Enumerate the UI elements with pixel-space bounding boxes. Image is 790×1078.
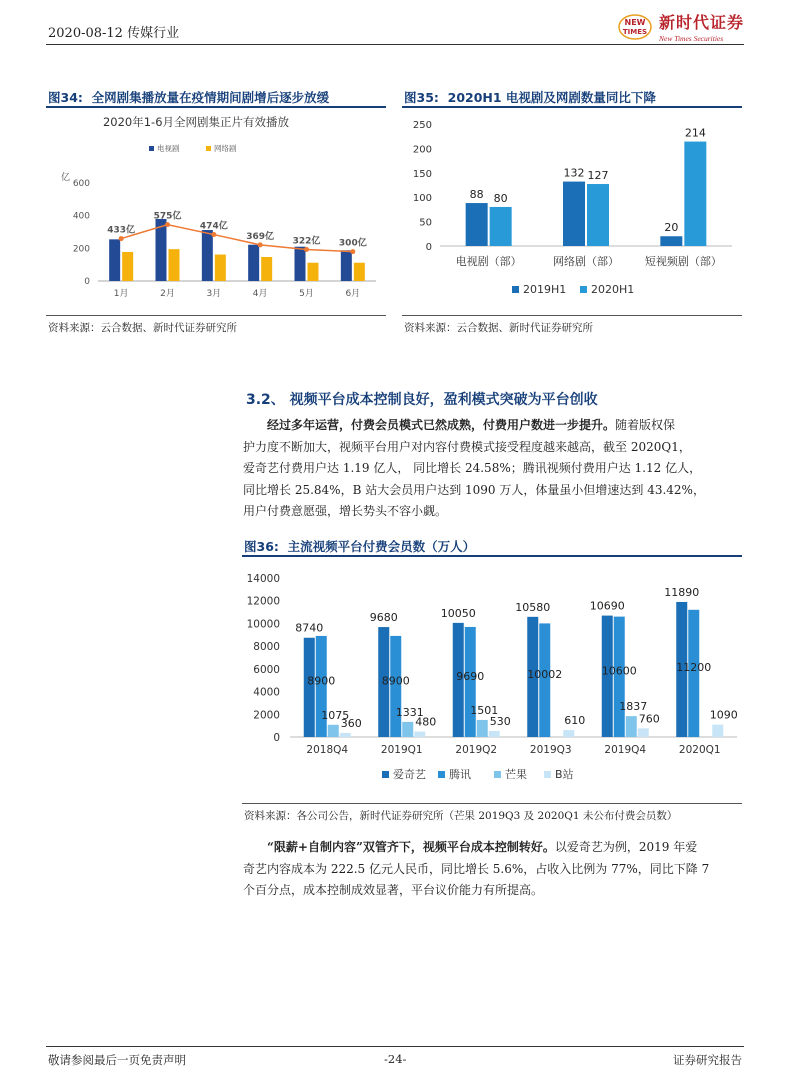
fig34-total-point	[258, 242, 263, 247]
fig36-title-rule	[242, 555, 742, 557]
fig36-bar	[712, 725, 723, 737]
fig36-value-label: 9680	[369, 611, 398, 625]
para2-line-1: “限薪+自制内容”双管齐下，视频平台成本控制转好。以爱奇艺为例，2019 年爱	[267, 840, 698, 854]
fig36-value-label: 10580	[515, 600, 551, 614]
fig34-xtick: 6月	[345, 289, 361, 299]
fig36-label: 图36:	[244, 539, 279, 554]
fig36-value-label: 8900	[307, 674, 336, 688]
fig34-total-label: 575亿	[153, 211, 182, 222]
fig36-ytick: 4000	[253, 686, 280, 699]
fig36-value-label: 1501	[470, 703, 499, 717]
fig34-bar-tv	[202, 230, 213, 281]
fig36-value-label: 1090	[709, 708, 738, 722]
fig36-bar	[626, 716, 637, 737]
fig34-bar-web	[169, 249, 180, 281]
fig36-value-label: 480	[415, 715, 437, 729]
fig34-title	[48, 88, 329, 106]
fig36-ytick: 0	[273, 732, 280, 744]
fig35-legend-2: 2020H1	[591, 283, 635, 296]
fig34-bar-web	[215, 255, 226, 281]
fig35-ytick: 100	[412, 193, 432, 205]
footer-page-number: -24-	[384, 1052, 407, 1066]
fig35-label: 图35:	[404, 90, 439, 105]
fig34-label: 图34:	[48, 90, 83, 105]
fig35-chart	[402, 108, 742, 313]
fig34-total-point	[119, 236, 124, 241]
para2-bold: “限薪+自制内容”双管齐下，视频平台成本控制转好。	[267, 840, 555, 854]
para1-bold: 经过多年运营，付费会员模式已然成熟，付费用户数进一步提升。	[267, 418, 616, 432]
fig34-ytick: 600	[72, 179, 90, 189]
fig36-ytick: 10000	[246, 618, 280, 631]
fig34-bar-tv	[109, 239, 120, 281]
fig35-bar	[684, 142, 706, 246]
para2-line-3: 个百分点，成本控制成效显著，平台议价能力有所提高。	[243, 883, 544, 897]
fig36-xtick: 2019Q3	[529, 744, 572, 756]
fig35-bar	[563, 182, 585, 246]
fig36-value-label: 11200	[676, 660, 712, 674]
fig35-xtick: 短视频剧（部）	[644, 255, 722, 268]
footer-report-type: 证券研究报告	[673, 1053, 742, 1067]
para1-line-1: 经过多年运营，付费会员模式已然成熟，付费用户数进一步提升。随着版权保	[267, 418, 676, 432]
fig35-source-rule	[402, 315, 742, 316]
logo-emblem-icon	[617, 13, 653, 41]
fig35-bar	[490, 207, 512, 246]
fig36-ytick: 2000	[253, 709, 280, 722]
footer-rule	[46, 1046, 744, 1047]
section-title: 3.2、 视频平台成本控制良好，盈利模式突破为平台创收	[246, 392, 598, 408]
fig36-value-label: 360	[340, 716, 362, 730]
fig34-legend-tv: 电视剧	[157, 144, 180, 153]
fig34-xtick: 2月	[160, 289, 175, 299]
fig36-source: 资料来源：各公司公告，新时代证券研究所（芒果 2019Q3 及 2020Q1 未公布付费会员数）	[244, 810, 678, 822]
fig36-xtick: 2019Q2	[455, 744, 498, 756]
fig34-ytick: 200	[72, 244, 90, 255]
fig35-title-text: 2020H1 电视剧及网剧数量同比下降	[447, 90, 656, 105]
fig36-bar	[402, 722, 413, 737]
fig36-legend-swatch	[544, 771, 551, 778]
fig35-title	[404, 88, 656, 106]
fig36-value-label: 10002	[527, 667, 563, 681]
fig35-bar	[587, 184, 609, 246]
fig34-total-label: 300亿	[338, 238, 367, 249]
fig36-legend-swatch	[494, 771, 501, 778]
fig35-value-label: 88	[469, 188, 484, 202]
para1-line-3: 爱奇艺付费用户达 1.19 亿人， 同比增长 24.58%；腾讯视频付费用户达 1.12 亿人，	[243, 461, 702, 475]
fig36-legend-swatch	[382, 771, 389, 778]
fig34-legend-swatch-web	[206, 146, 211, 151]
fig36-value-label: 10600	[601, 664, 637, 678]
fig35-legend-swatch-2	[580, 286, 587, 293]
paragraph-2	[243, 837, 741, 902]
fig36-value-label: 760	[638, 712, 660, 726]
fig34-y-unit: 亿	[61, 173, 71, 183]
fig36-value-label: 1331	[395, 705, 424, 719]
para1-line-4: 同比增长 25.84%，B 站大会员用户达到 1090 万人，体量虽小但增速达到 43.42%，	[243, 482, 705, 497]
fig34-source-rule	[46, 315, 386, 316]
fig34-bar-web	[354, 263, 365, 281]
fig36-legend-label: B站	[555, 768, 574, 781]
fig35-ytick: 0	[425, 242, 432, 253]
fig34-total-point	[304, 247, 309, 252]
fig36-bar	[638, 728, 649, 737]
fig36-legend-swatch	[438, 771, 445, 778]
fig36-value-label: 610	[564, 714, 586, 728]
fig36-ytick: 14000	[246, 573, 280, 585]
fig36-value-label: 10690	[589, 599, 625, 613]
fig35-bar	[466, 203, 488, 246]
logo-emblem-line-2: TIMES	[622, 27, 648, 36]
header-date-industry: 2020-08-12 传媒行业	[48, 26, 180, 41]
fig36-legend-label: 芒果	[505, 768, 527, 781]
fig36-bar	[328, 725, 339, 737]
fig36-xtick: 2019Q1	[380, 744, 423, 756]
fig36-value-label: 8740	[295, 621, 324, 635]
fig34-total-point	[350, 249, 355, 254]
fig36-value-label: 8900	[381, 674, 410, 688]
fig35-ytick: 200	[412, 144, 432, 156]
fig34-total-label: 322亿	[292, 236, 321, 247]
fig34-total-label: 474亿	[199, 221, 228, 232]
fig35-legend-1: 2019H1	[523, 283, 567, 296]
fig35-value-label: 214	[684, 126, 706, 140]
para1-line-2: 护力度不断加大，视频平台用户对内容付费模式接受程度越来越高，截至 2020Q1，	[243, 439, 691, 454]
fig34-chart-title: 2020年1-6月全网剧集正片有效播放	[102, 115, 290, 129]
fig36-bar	[414, 732, 425, 737]
fig34-total-label: 433亿	[107, 225, 136, 236]
fig34-legend-web: 网络剧	[214, 144, 237, 153]
fig36-bar	[489, 731, 500, 737]
fig34-bar-web	[261, 257, 272, 281]
fig36-value-label: 1837	[619, 700, 648, 714]
fig35-xtick: 电视剧（部）	[455, 255, 522, 268]
company-logo	[617, 10, 744, 43]
fig35-legend-swatch-1	[512, 286, 519, 293]
fig34-ytick: 400	[72, 211, 90, 222]
fig34-total-label: 369亿	[246, 231, 275, 242]
fig34-xtick: 5月	[299, 289, 314, 299]
fig36-value-label: 11890	[664, 585, 700, 599]
fig34-source: 资料来源：云合数据、新时代证券研究所	[48, 322, 237, 334]
fig36-ytick: 12000	[246, 595, 280, 608]
fig35-value-label: 132	[563, 166, 585, 180]
fig36-value-label: 10050	[440, 606, 476, 620]
fig36-legend-label: 腾讯	[449, 768, 471, 781]
fig35-ytick: 250	[412, 120, 432, 131]
fig34-xtick: 4月	[252, 289, 268, 299]
fig35-value-label: 20	[664, 221, 679, 235]
fig35-source: 资料来源：云合数据、新时代证券研究所	[404, 322, 593, 334]
fig36-xtick: 2020Q1	[678, 744, 721, 756]
fig36-legend-label: 爱奇艺	[393, 768, 426, 781]
fig36-xtick: 2019Q4	[604, 744, 647, 756]
header-rule	[46, 44, 744, 45]
fig36-ytick: 8000	[253, 641, 280, 654]
fig36-value-label: 530	[489, 714, 511, 728]
fig34-bar-tv	[295, 247, 306, 281]
para1-line-5: 用户付费意愿强，增长势头不容小觑。	[243, 504, 448, 518]
fig35-ytick: 50	[419, 217, 432, 229]
fig34-bar-web	[308, 263, 319, 281]
fig34-chart	[46, 108, 386, 313]
fig35-value-label: 80	[493, 191, 508, 205]
fig34-legend-swatch-tv	[149, 146, 154, 151]
fig34-total-point	[165, 222, 170, 227]
fig35-ytick: 150	[412, 168, 432, 180]
fig34-xtick: 1月	[113, 289, 129, 299]
para2-line-2: 奇艺内容成本为 222.5 亿元人民币，同比增长 5.6%，占收入比例为 77%，同比下降 7	[243, 861, 710, 876]
fig36-xtick: 2018Q4	[306, 744, 349, 756]
logo-cn-name: 新时代证券	[658, 13, 744, 32]
fig34-bar-tv	[248, 245, 259, 281]
fig36-ytick: 6000	[253, 663, 280, 676]
fig34-xtick: 3月	[206, 289, 222, 299]
fig35-value-label: 127	[587, 169, 609, 183]
fig36-source-rule	[242, 803, 742, 804]
fig36-title-text: 主流视频平台付费会员数（万人）	[287, 539, 476, 554]
fig35-bar	[660, 236, 682, 246]
logo-emblem-line-1: NEW	[624, 17, 646, 27]
fig36-title	[244, 537, 475, 555]
footer-disclaimer: 敬请参阅最后一页免责声明	[48, 1053, 186, 1067]
fig35-xtick: 网络剧（部）	[553, 255, 619, 268]
section-paragraph	[243, 415, 741, 523]
fig34-total-point	[211, 232, 216, 237]
fig36-bar	[477, 720, 488, 737]
fig34-bar-web	[122, 252, 133, 281]
fig36-bar	[340, 733, 351, 737]
fig36-value-label: 1075	[321, 708, 350, 722]
fig36-chart	[242, 560, 742, 800]
fig34-ytick: 0	[84, 277, 90, 287]
fig34-title-text: 全网剧集播放量在疫情期间剧增后逐步放缓	[91, 90, 330, 105]
fig36-bar	[563, 730, 574, 737]
logo-en-name: New Times Securities	[658, 34, 724, 43]
fig36-value-label: 9690	[456, 669, 485, 683]
fig34-bar-tv	[341, 250, 352, 281]
